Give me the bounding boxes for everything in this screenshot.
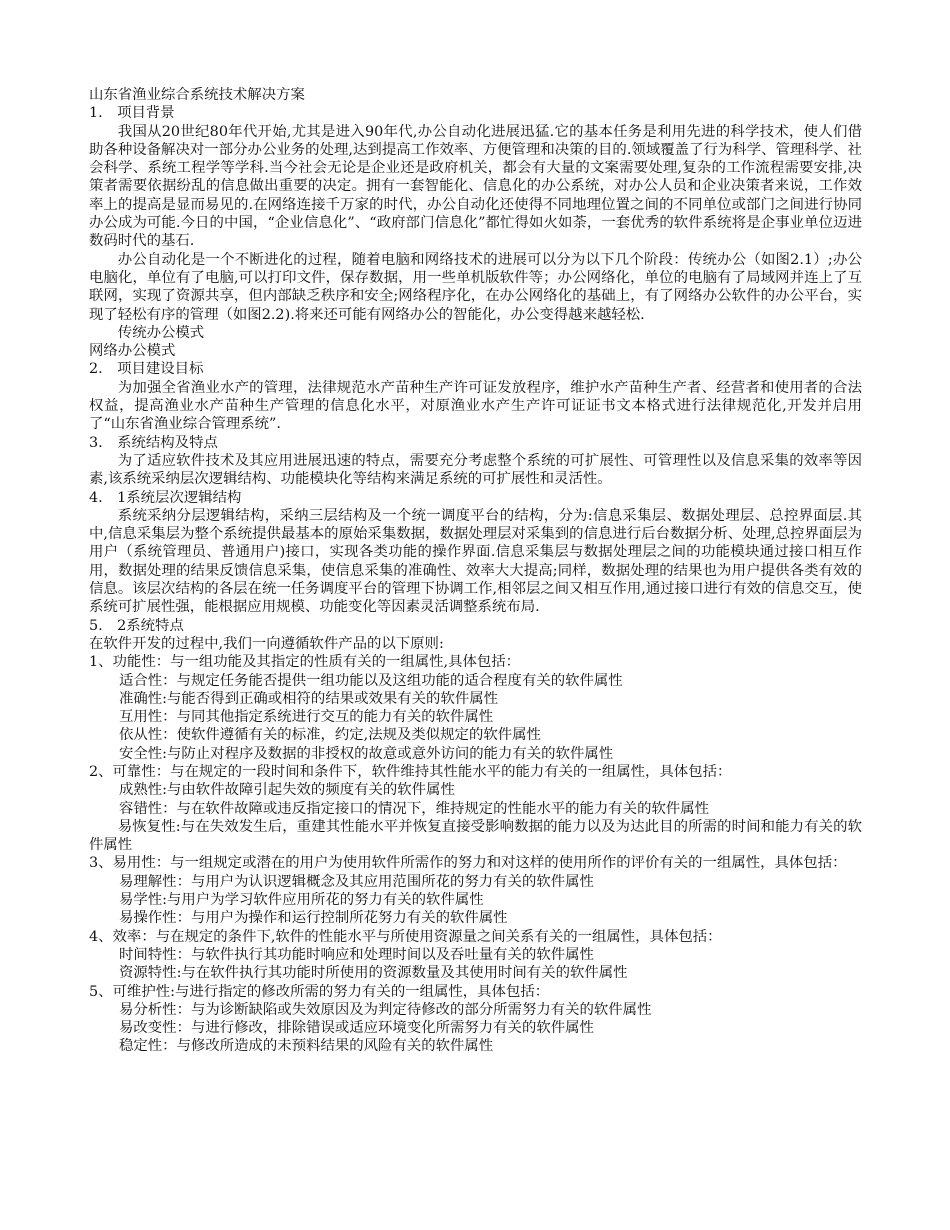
paragraph-background-2: 办公自动化是一个不断进化的过程，随着电脑和网络技术的进展可以分为以下几个阶段：传统办公（如图2.1）;办公电脑化，单位有了电脑,可以打印文件，保存数据，用一些单机版软件等；办公网络化，单位的电脑有了局域网并连上了互联网，实现了资源共享，但内部缺乏秩序和安全;网络程序化，在办公网络化的基础上，有了网络办公软件的办公平台，实现了轻松有序的管理（如图2.2).将来还可能有网络办公的智能化，办公变得越来越轻松. bbox=[89, 251, 862, 323]
sub-item-maturity: 成熟性:与由软件故障引起失效的频度有关的软件属性 bbox=[119, 782, 455, 799]
sub-item-changeability: 易改变性：与进行修改，排除错误或适应环境变化所需努力有关的软件属性 bbox=[119, 1020, 594, 1037]
section-heading-1: 1. 项目背景 bbox=[89, 105, 175, 122]
sub-item-learnability: 易学性:与用户为学习软件应用所花的努力有关的软件属性 bbox=[119, 892, 484, 909]
paragraph-background-1: 我国从20世纪80年代开始,尤其是进入90年代,办公自动化进展迅猛.它的基本任务是利用先进的科学技术，使人们借助各种设备解决对一部分办公业务的处理,达到提高工作效率、方便管理和决策的目的.领域覆盖了行为科学、管理科学、社会科学、系统工程学等学科.当今社会无论是企业还是政府机关，都会有大量的文案需要处理,复杂的工作流程需要安排,决策者需要依据纷乱的信息做出重要的决定。拥有一套智能化、信息化的办公系统，对办公人员和企业决策者来说，工作效率上的提高是显而易见的.在网络连接千万家的时代，办公自动化还使得不同地理位置之间的不同单位或部门之间进行协同办公成为可能.今日的中国，“企业信息化”、“政府部门信息化”都忙得如火如荼，一套优秀的软件系统将是企事业单位迈进数码时代的基石. bbox=[89, 123, 862, 250]
section-heading-5: 5. 2系统特点 bbox=[89, 617, 184, 634]
paragraph-structure: 为了适应软件技术及其应用进展迅速的特点，需要充分考虑整个系统的可扩展性、可管理性以及信息采集的效率等因素,该系统采纳层次逻辑结构、功能模块化等结构来满足系统的可扩展性和灵活性。 bbox=[89, 452, 862, 488]
doc-title: 山东省渔业综合系统技术解决方案 bbox=[89, 87, 305, 103]
sub-item-recoverability: 易恢复性:与在失效发生后，重建其性能水平并恢复直接受影响数据的能力以及为达此目的所需的时间和能力有关的软件属性 bbox=[89, 818, 862, 854]
list-item-efficiency: 4、效率：与在规定的条件下,软件的性能水平与所使用资源量之间关系有关的一组属性，具体包括： bbox=[89, 928, 722, 945]
section-heading-3: 3. 系统结构及特点 bbox=[89, 434, 218, 451]
list-item-usability: 3、易用性：与一组规定或潜在的用户为使用软件所需作的努力和对这样的使用所作的评价有关的一组属性，具体包括： bbox=[89, 855, 847, 872]
list-item-reliability: 2、可靠性：与在规定的一段时间和条件下，软件维持其性能水平的能力有关的一组属性，具体包括： bbox=[89, 763, 732, 780]
sub-item-operability: 易操作性：与用户为操作和运行控制所花努力有关的软件属性 bbox=[119, 910, 508, 927]
sub-item-analysability: 易分析性：与为诊断缺陷或失效原因及为判定待修改的部分所需努力有关的软件属性 bbox=[119, 1001, 652, 1018]
sub-item-suitability: 适合性：与规定任务能否提供一组功能以及这组功能的适合程度有关的软件属性 bbox=[119, 672, 623, 689]
sub-item-understandability: 易理解性：与用户为认识逻辑概念及其应用范围所花的努力有关的软件属性 bbox=[119, 873, 594, 890]
paragraph-principles-intro: 在软件开发的过程中,我们一向遵循软件产品的以下原则: bbox=[89, 635, 444, 652]
figure-caption-network-office: 网络办公模式 bbox=[89, 343, 176, 360]
figure-caption-traditional-office: 传统办公模式 bbox=[117, 324, 205, 341]
sub-item-time-behaviour: 时间特性：与软件执行其功能时响应和处理时间以及吞吐量有关的软件属性 bbox=[119, 946, 594, 963]
section-heading-2: 2. 项目建设目标 bbox=[89, 361, 204, 378]
list-item-functionality: 1、功能性：与一组功能及其指定的性质有关的一组属性,具体包括： bbox=[89, 654, 521, 671]
sub-item-resource-behaviour: 资源特性:与在软件执行其功能时所使用的资源数量及其使用时间有关的软件属性 bbox=[119, 965, 628, 982]
sub-item-interoperability: 互用性：与同其他指定系统进行交互的能力有关的软件属性 bbox=[119, 709, 494, 726]
sub-item-stability: 稳定性：与修改所造成的未预料结果的风险有关的软件属性 bbox=[119, 1038, 494, 1055]
sub-item-accuracy: 准确性:与能否得到正确或相符的结果或效果有关的软件属性 bbox=[119, 690, 499, 707]
list-item-maintainability: 5、可维护性:与进行指定的修改所需的努力有关的一组属性，具体包括： bbox=[89, 983, 550, 1000]
sub-item-fault-tolerance: 容错性：与在软件故障或违反指定接口的情况下，维持规定的性能水平的能力有关的软件属性 bbox=[119, 800, 710, 817]
section-heading-4: 4. 1系统层次逻辑结构 bbox=[89, 489, 242, 506]
paragraph-goals: 为加强全省渔业水产的管理，法律规范水产苗种生产许可证发放程序，维护水产苗种生产者、经营者和使用者的合法权益，提高渔业水产苗种生产管理的信息化水平，对原渔业水产生产许可证证书文本格式进行法律规范化,开发并启用了“山东省渔业综合管理系统”. bbox=[89, 379, 862, 433]
sub-item-security: 安全性:与防止对程序及数据的非授权的故意或意外访问的能力有关的软件属性 bbox=[119, 745, 614, 762]
sub-item-compliance: 依从性：使软件遵循有关的标准，约定,法规及类似规定的软件属性 bbox=[119, 727, 541, 744]
paragraph-layered-structure: 系统采纳分层逻辑结构，采纳三层结构及一个统一调度平台的结构，分为:信息采集层、数据处理层、总控界面层.其中,信息采集层为整个系统提供最基本的原始采集数据，数据处理层对采集到的信息进行后台数据分析、处理,总控界面层为用户（系统管理员、普通用户)接口，实现各类功能的操作界面.信息采集层与数据处理层之间的功能模块通过接口相互作用，数据处理的结果反馈信息采集，使信息采集的准确性、效率大大提高;同样，数据处理的结果也为用户提供各类有效的信息。该层次结构的各层在统一任务调度平台的管理下协调工作,相邻层之间又相互作用,通过接口进行有效的信息交互，使系统可扩展性强，能根据应用规模、功能变化等因素灵活调整系统布局. bbox=[89, 507, 862, 616]
